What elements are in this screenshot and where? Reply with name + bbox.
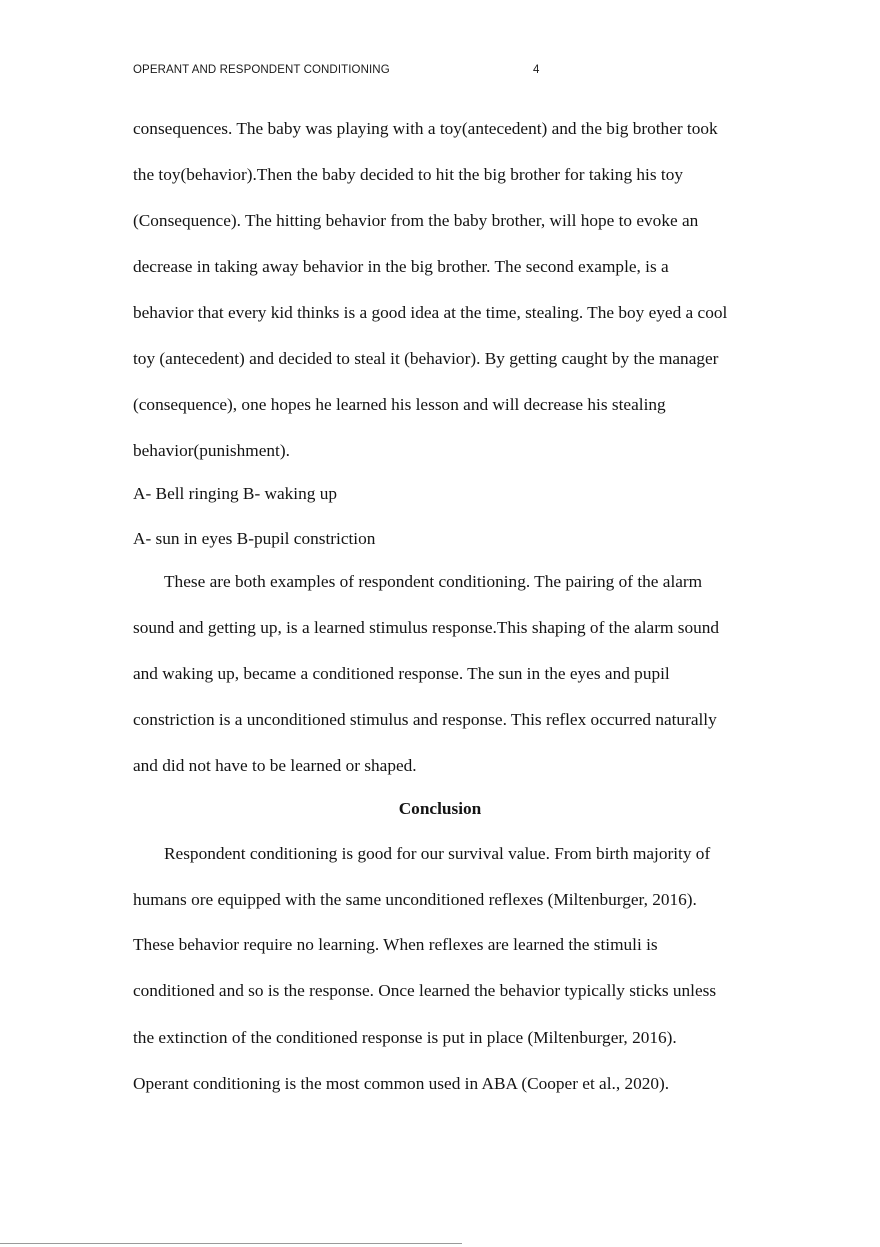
body-line: toy (antecedent) and decided to steal it (behavior). By getting caught by the manager	[133, 349, 719, 368]
body-line: decrease in taking away behavior in the big brother. The second example, is a	[133, 257, 669, 276]
list-item: A- Bell ringing B- waking up	[133, 484, 337, 503]
body-line: (Consequence). The hitting behavior from the baby brother, will hope to evoke an	[133, 211, 699, 230]
running-head: OPERANT AND RESPONDENT CONDITIONING	[133, 64, 390, 76]
body-line: constriction is a unconditioned stimulus and response. This reflex occurred naturally	[133, 710, 717, 729]
body-line: and did not have to be learned or shaped.	[133, 756, 417, 775]
footer-rule	[0, 1243, 462, 1244]
list-item: A- sun in eyes B-pupil constriction	[133, 529, 376, 548]
body-line: humans ore equipped with the same unconditioned reflexes (Miltenburger, 2016).	[133, 890, 697, 909]
body-line: the toy(behavior).Then the baby decided to hit the big brother for taking his toy	[133, 165, 683, 184]
body-line: Respondent conditioning is good for our survival value. From birth majority of	[164, 844, 711, 863]
body-line: These are both examples of respondent conditioning. The pairing of the alarm	[164, 572, 703, 591]
body-line: conditioned and so is the response. Once learned the behavior typically sticks unless	[133, 981, 717, 1000]
body-line: sound and getting up, is a learned stimulus response.This shaping of the alarm sound	[133, 618, 720, 637]
body-line: (consequence), one hopes he learned his lesson and will decrease his stealing	[133, 395, 666, 414]
section-heading: Conclusion	[398, 799, 482, 818]
body-line: behavior that every kid thinks is a good idea at the time, stealing. The boy eyed a cool	[133, 303, 728, 322]
body-line: behavior(punishment).	[133, 441, 290, 460]
body-line: These behavior require no learning. When reflexes are learned the stimuli is	[133, 935, 658, 954]
page-number: 4	[533, 64, 540, 76]
body-line: consequences. The baby was playing with a toy(antecedent) and the big brother took	[133, 119, 718, 138]
body-line: the extinction of the conditioned response is put in place (Miltenburger, 2016).	[133, 1028, 677, 1047]
body-line: Operant conditioning is the most common used in ABA (Cooper et al., 2020).	[133, 1074, 670, 1093]
body-line: and waking up, became a conditioned response. The sun in the eyes and pupil	[133, 664, 670, 683]
